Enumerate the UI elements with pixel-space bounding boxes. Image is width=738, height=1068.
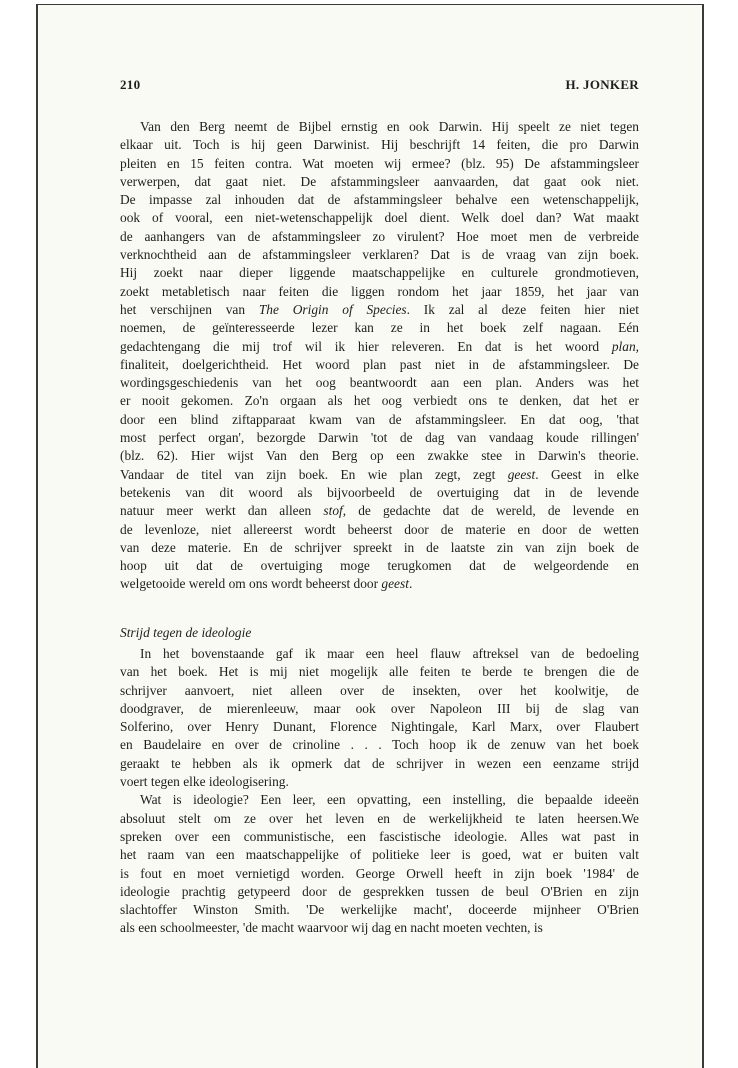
paragraph-1 <box>120 118 639 594</box>
paragraph1-line: (blz. 62). Hier wijst Van den Berg op een zwakke stee in Darwin's theorie. <box>120 448 639 464</box>
paragraph1-line: Hij zoekt naar dieper liggende maatschappelijke en culturele grondmotieven, <box>120 265 639 281</box>
paragraph1-line: er nooit gekomen. Zo'n orgaan als het oog verbiedt ons te denken, dat het er <box>120 393 639 409</box>
italic-term: stof <box>323 503 343 519</box>
italic-term: plan, <box>611 338 639 354</box>
paragraph2-line: Solferino, over Henry Dunant, Florence Nightingale, Karl Marx, over Flaubert <box>120 719 639 735</box>
italic-term: The Origin of Species <box>258 301 407 317</box>
paragraph1-line: de levenloze, niet allereerst wordt beheerst door de materie en door de wetten <box>120 521 639 537</box>
paragraph2-line: schrijver aanvoert, niet alleen over de insekten, over het koolwitje, de <box>120 682 639 698</box>
paragraph1-line: het verschijnen van The Origin of Species. Ik zal al deze feiten hier niet <box>120 301 639 317</box>
paragraph3-line: Wat is ideologie? Een leer, een opvatting, een instelling, die bepaalde ideeën <box>140 792 639 808</box>
paragraphs-2-3 <box>120 645 639 938</box>
paragraph1-line: gedachtengang die mij trof wil ik hier releveren. En dat is het woord plan, <box>120 338 639 354</box>
paragraph1-line: De impasse zal inhouden dat de afstammingsleer behalve een wetenschappelijk, <box>120 192 639 208</box>
paragraph1-line: verknochtheid aan de afstammingsleer verklaren? Dat is de vraag van zijn boek. <box>120 247 639 263</box>
section-heading: Strijd tegen de ideologie <box>120 625 252 640</box>
paragraph3-line: absoluut stelt om ze over het leven en de werkelijkheid te laten heersen.We <box>120 810 639 826</box>
paragraph1-line: wordingsgeschiedenis van het oog beantwoordt aan een plan. Anders was het <box>120 375 639 391</box>
paragraph1-line: ook of vooral, een niet-wetenschappelijk doel dient. Welk doel dan? Wat maakt <box>120 210 639 226</box>
paragraph2-line: van het boek. Het is mij niet mogelijk alle feiten te berde te brengen die de <box>120 664 639 680</box>
paragraph2-line: doodgraver, de mierenleeuw, maar ook over Napoleon III bij de slag van <box>120 700 639 716</box>
page-number: 210 <box>120 77 141 92</box>
paragraph1-line: van deze materie. En de schrijver spreekt in de laatste zin van zijn boek de <box>120 539 639 555</box>
paragraph1-line: door een blind ziftapparaat kwam van de afstammingsleer. En dat oog, 'that <box>120 411 639 427</box>
paragraph3-line: het raam van een maatschappelijke of politieke leer is goed, wat er buiten valt <box>120 847 639 863</box>
paragraph1-line: zoekt metabletisch naar feiten die liggen rondom het jaar 1859, het jaar van <box>120 283 639 299</box>
paragraph1-line: elkaar uit. Toch is hij geen Darwinist. Hij beschrijft 14 feiten, die pro Darwin <box>120 137 639 153</box>
paragraph2-line: In het bovenstaande gaf ik maar een heel flauw aftreksel van de bedoeling <box>140 646 639 661</box>
paragraph1-line: Van den Berg neemt de Bijbel ernstig en ook Darwin. Hij speelt ze niet tegen <box>140 119 639 134</box>
paragraph2-line: voert tegen elke ideologisering. <box>120 774 289 790</box>
paragraph1-line: finaliteit, doelgerichtheid. Het woord plan past niet in de afstammingsleer. De <box>120 356 639 372</box>
paragraph1-line: most perfect organ', bezorgde Darwin 'tot de dag van vandaag koude rillingen' <box>120 430 639 446</box>
paragraph3-line: slachtoffer Winston Smith. 'De werkelijke macht', doceerde mijnheer O'Brien <box>120 902 639 918</box>
paragraph3-line: is fout en moet vernietigd worden. George Orwell heeft in zijn boek '1984' de <box>120 865 639 881</box>
paragraph3-line: spreken over een communistische, een fascistische ideologie. Alles wat past in <box>120 828 639 844</box>
paragraph1-line: hoop uit dat de overtuiging moge terugkomen dat de welgeordende en <box>120 558 639 574</box>
paragraph1-line: natuur meer werkt dan alleen stof, de gedachte dat de wereld, de levende en <box>120 503 639 519</box>
paragraph1-line: noemen, de geïnteresseerde lezer kan ze in het boek zelf nagaan. Eén <box>120 320 639 336</box>
paragraph1-line: Vandaar de titel van zijn boek. En wie plan zegt, zegt geest. Geest in elke <box>120 466 639 482</box>
running-head-author: H. JONKER <box>565 77 639 92</box>
paragraph3-line: als een schoolmeester, 'de macht waarvoor wij dag en nacht moeten vechten, is <box>120 920 543 936</box>
paragraph2-line: geraakt te hebben als ik opmerk dat de schrijver in wezen een eenzame strijd <box>120 755 639 771</box>
paragraph3-line: ideologie prachtig getypeerd door de gesprekken tussen de beul O'Brien en zijn <box>120 883 639 899</box>
paragraph2-line: en Baudelaire en over de crinoline . . . Toch hoop ik de zenuw van het boek <box>120 737 639 753</box>
paragraph1-line: de aanhangers van de afstammingsleer zo virulent? Hoe moet men de verbreide <box>120 228 639 244</box>
italic-term: geest <box>507 466 536 482</box>
paragraph1-line: betekenis van dit woord als bijvoorbeeld de overtuiging dat in de levende <box>120 484 639 500</box>
paragraph1-line: pleiten en 15 feiten contra. Wat moeten wij ermee? (blz. 95) De afstammingsleer <box>120 155 639 171</box>
paragraph1-line: verwerpen, dat gaat niet. De afstammingsleer aanvaarden, dat gaat ook niet. <box>120 173 639 189</box>
paragraph1-line: welgetooide wereld om ons wordt beheerst door geest. <box>120 576 413 592</box>
italic-term: geest <box>381 576 409 592</box>
